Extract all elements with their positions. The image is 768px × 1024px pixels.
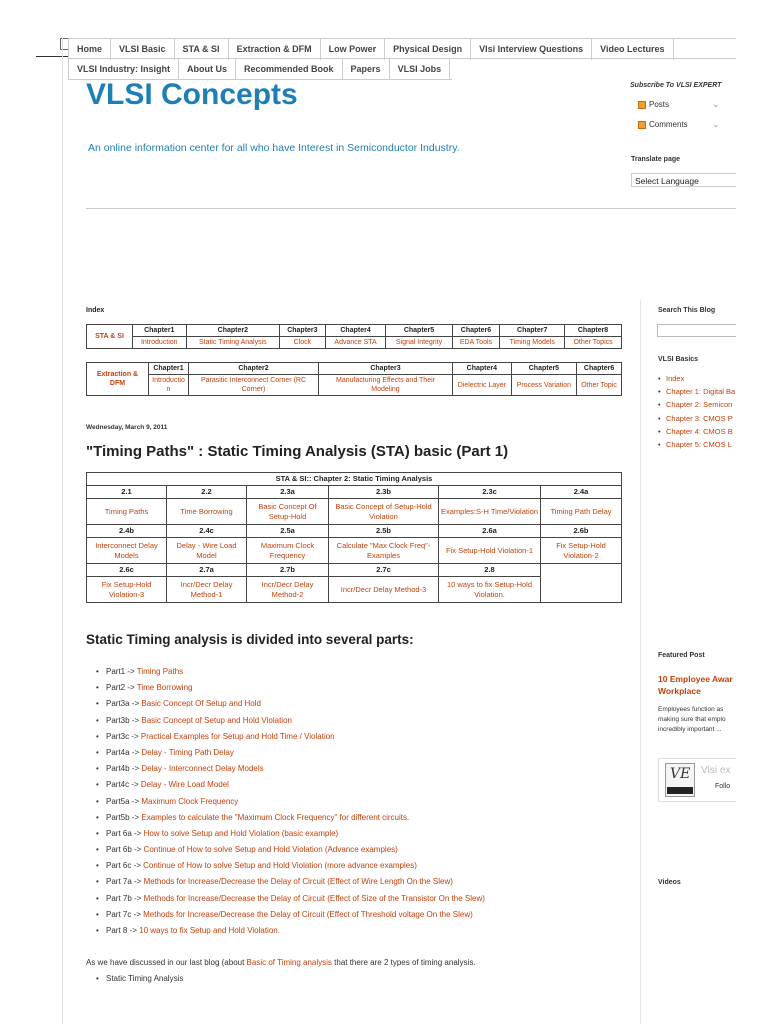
- basic-timing-analysis-link[interactable]: Basic of Timing analysis: [246, 958, 332, 967]
- sta-section-number: 2.8: [439, 564, 541, 577]
- rss-feed-icon: [638, 101, 646, 109]
- para-text-after: that there are 2 types of timing analysis.: [331, 958, 476, 967]
- list-item: [96, 777, 636, 793]
- part-prefix: Part 8 ->: [106, 926, 140, 935]
- nav-tab-extraction-dfm[interactable]: Extraction & DFM: [229, 39, 321, 60]
- sta-section-number: 2.4a: [541, 486, 622, 499]
- part-link[interactable]: Timing Paths: [136, 667, 184, 676]
- nav-tab-low-power[interactable]: Low Power: [321, 39, 386, 60]
- nav-tab-home[interactable]: Home: [69, 39, 111, 60]
- sta-section-link[interactable]: Examples:S-H Time/Violation: [439, 499, 541, 525]
- parts-list: [96, 664, 636, 939]
- featured-post-excerpt: [658, 705, 736, 735]
- part-prefix: Part 6b ->: [106, 845, 144, 855]
- sidebar-item[interactable]: • Chapter 2: Semicon: [658, 398, 736, 411]
- index-dfm-topic[interactable]: Dielectric Layer: [453, 375, 512, 396]
- sta-section-number: 2.3a: [247, 486, 329, 499]
- index-sta-topic[interactable]: EDA Tools: [452, 337, 500, 349]
- list-item: [96, 745, 636, 761]
- post-title[interactable]: "Timing Paths" : Static Timing Analysis (STA) basic (Part 1): [86, 443, 509, 460]
- top-navigation: [68, 38, 736, 80]
- excerpt-line: making sure that emplo: [658, 716, 726, 723]
- list-item: [96, 664, 636, 680]
- list-item: [96, 923, 636, 939]
- index-dfm-chapter: Chapter1: [149, 363, 189, 375]
- subscribe-posts[interactable]: [638, 99, 720, 109]
- subscribe-posts-label: Posts: [649, 100, 670, 109]
- nav-tab-video-lectures[interactable]: Video Lectures: [592, 39, 673, 60]
- part-prefix: Part 7a ->: [106, 877, 144, 887]
- sta-empty-cell: [541, 564, 622, 603]
- frame-left-border: [62, 36, 63, 1024]
- sta-table-header: STA & SI:: Chapter 2: Static Timing Analysis: [87, 473, 622, 486]
- featured-post-title: Featured Post: [658, 652, 705, 659]
- part-link[interactable]: Practical Examples for Setup and Hold Time / Violation: [140, 731, 335, 741]
- nav-tab-interview-questions[interactable]: Vlsi Interview Questions: [471, 39, 592, 60]
- index-table-sta: [86, 324, 622, 349]
- list-item: [96, 907, 636, 923]
- index-label: Index: [86, 307, 105, 314]
- sta-section-number: 2.7a: [167, 564, 247, 577]
- sta-section-link[interactable]: Timing Path Delay: [541, 499, 622, 525]
- search-input[interactable]: [657, 324, 736, 337]
- nav-tab-physical-design[interactable]: Physical Design: [385, 39, 471, 60]
- logo-mark: VE: [670, 766, 691, 782]
- part-link[interactable]: Maximum Clock Frequency: [141, 796, 239, 806]
- nav-tab-sta-si[interactable]: STA & SI: [175, 39, 229, 60]
- index-sta-topic[interactable]: Other Topics: [565, 337, 622, 349]
- sidebar-item[interactable]: • Chapter 3: CMOS P: [658, 412, 736, 425]
- index-dfm-chapter: Chapter6: [577, 363, 622, 375]
- index-sta-chapter: Chapter6: [452, 325, 500, 337]
- sta-section-number: 2.1: [87, 486, 167, 499]
- sta-section-number: 2.2: [167, 486, 247, 499]
- site-tagline: An online information center for all who have Interest in Semiconductor Industry.: [88, 142, 460, 154]
- subscribe-title: Subscribe To VLSI EXPERT: [630, 82, 722, 89]
- nav-row-2: [68, 59, 452, 80]
- nav-tab-recommended-book[interactable]: Recommended Book: [236, 59, 343, 80]
- index-sta-chapter: Chapter4: [325, 325, 386, 337]
- part-prefix: Part4b ->: [106, 764, 142, 774]
- index-dfm-topic[interactable]: Process Variation: [511, 375, 576, 396]
- part-link[interactable]: Methods for Increase/Decrease the Delay of Circuit (Effect of Threshold voltage On the Slew): [143, 909, 473, 919]
- rss-feed-icon: [638, 121, 646, 129]
- videos-title: Videos: [658, 879, 681, 886]
- sta-section-link[interactable]: Basic Concept Of Setup-Hold: [247, 499, 329, 525]
- sidebar-item[interactable]: • Chapter 1: Digital Ba: [658, 385, 736, 398]
- part-prefix: Part5a ->: [106, 796, 142, 806]
- index-sta-topic[interactable]: Timing Models: [500, 337, 565, 349]
- search-blog-title: Search This Blog: [658, 307, 716, 314]
- list-item: [96, 713, 636, 729]
- list-item: [96, 696, 636, 712]
- part-prefix: Part 7c ->: [106, 909, 144, 919]
- sta-section-link[interactable]: Fix Setup-Hold Violation-2: [541, 538, 622, 564]
- sta-section-number: 2.3b: [329, 486, 439, 499]
- part-link[interactable]: Delay - Timing Path Delay: [141, 747, 234, 757]
- index-sta-chapter: Chapter8: [565, 325, 622, 337]
- sidebar-item[interactable]: • Chapter 4: CMOS B: [658, 425, 736, 438]
- sta-section-link[interactable]: Calculate "Max Clock Freq"- Examples: [329, 538, 439, 564]
- sta-section-number: 2.6b: [541, 525, 622, 538]
- list-item: [96, 680, 636, 696]
- index-dfm-chapter: Chapter3: [319, 363, 453, 375]
- part-link[interactable]: Examples to calculate the "Maximum Clock Frequency" for different circuits.: [141, 812, 410, 822]
- index-sta-name[interactable]: STA & SI: [87, 325, 133, 349]
- part-link[interactable]: Basic Concept Of Setup and Hold: [141, 699, 261, 709]
- list-item: [96, 761, 636, 777]
- sta-section-number: 2.5b: [329, 525, 439, 538]
- sta-section-link[interactable]: Maximum Clock Frequency: [247, 538, 329, 564]
- nav-tab-vlsi-basic[interactable]: VLSI Basic: [111, 39, 175, 60]
- part-prefix: Part3a ->: [106, 699, 142, 709]
- vlsi-expert-logo[interactable]: [665, 763, 695, 797]
- part-link[interactable]: Methods for Increase/Decrease the Delay of Circuit (Effect of Size of the Transistor On the Slew): [143, 893, 485, 903]
- index-dfm-name[interactable]: Extraction & DFM: [87, 363, 149, 396]
- list-item: [96, 826, 636, 842]
- sta-section-number: 2.5a: [247, 525, 329, 538]
- vlsi-basics-title: VLSI Basics: [658, 356, 699, 363]
- chevron-down-icon[interactable]: ⌄: [712, 119, 720, 129]
- part-link[interactable]: How to solve Setup and Hold Violation (basic example): [143, 828, 339, 838]
- part-prefix: Part 7b ->: [106, 893, 144, 903]
- sta-section-number: 2.3c: [439, 486, 541, 499]
- list-item: [96, 891, 636, 907]
- index-dfm-chapter: Chapter4: [453, 363, 512, 375]
- featured-title-line: 10 Employee Awar: [658, 674, 733, 684]
- part-prefix: Part1 ->: [106, 667, 137, 676]
- vlsi-basics-list: [658, 372, 736, 451]
- index-sta-topic[interactable]: Introduction: [133, 337, 187, 349]
- sta-section-link[interactable]: Fix Setup-Hold Violation-3: [87, 577, 167, 603]
- sta-section-number: 2.7b: [247, 564, 329, 577]
- part-link[interactable]: Basic Concept of Setup and Hold Violation: [141, 715, 292, 725]
- nav-tab-papers[interactable]: Papers: [343, 59, 390, 80]
- sta-section-number: 2.4c: [167, 525, 247, 538]
- sidebar-item[interactable]: • Index: [658, 372, 736, 385]
- list-item: [96, 858, 636, 874]
- sta-section-number: 2.4b: [87, 525, 167, 538]
- list-item: [96, 794, 636, 810]
- subscribe-comments[interactable]: [638, 119, 720, 129]
- subscribe-comments-label: Comments: [649, 120, 688, 129]
- sidebar-divider: [640, 300, 641, 1024]
- list-item: [96, 842, 636, 858]
- part-prefix: Part 6a ->: [106, 828, 144, 838]
- index-dfm-chapter: Chapter5: [511, 363, 576, 375]
- index-sta-topic[interactable]: Static Timing Analysis: [186, 337, 280, 349]
- part-link[interactable]: Delay - Interconnect Delay Models: [141, 764, 264, 774]
- part-link[interactable]: Time Borrowing: [136, 683, 193, 693]
- para-text-before: As we have discussed in our last blog (about: [86, 958, 247, 967]
- featured-title-line: Workplace: [658, 686, 701, 696]
- index-sta-chapter: Chapter1: [133, 325, 187, 337]
- translate-title: Translate page: [631, 156, 681, 163]
- sta-section-number: 2.6c: [87, 564, 167, 577]
- index-dfm-topic[interactable]: Parasitic Interconnect Corner (RC Corner): [189, 375, 319, 396]
- logo-bar: [667, 787, 693, 794]
- index-dfm-topic[interactable]: Introductio n: [149, 375, 189, 396]
- chevron-down-icon[interactable]: ⌄: [712, 99, 720, 109]
- index-sta-topic[interactable]: Clock: [280, 337, 326, 349]
- index-sta-chapter: Chapter5: [386, 325, 452, 337]
- index-sta-topic[interactable]: Signal Integrity: [386, 337, 452, 349]
- index-dfm-topic[interactable]: Other Topic: [577, 375, 622, 396]
- sta-chapter-table: [86, 472, 622, 603]
- sta-section-link[interactable]: 10 ways to fix Setup-Hold Violation.: [439, 577, 541, 603]
- part-link[interactable]: Continue of How to solve Setup and Hold Violation (Advance examples): [143, 845, 398, 855]
- excerpt-line: Employees function as: [658, 706, 724, 713]
- language-select[interactable]: Select Language: [631, 173, 736, 187]
- part-prefix: Part 6c ->: [106, 861, 144, 871]
- sta-section-number: 2.6a: [439, 525, 541, 538]
- section-heading: Static Timing analysis is divided into several parts:: [86, 632, 414, 647]
- follow-widget: [658, 758, 736, 802]
- part-prefix: Part3c ->: [106, 731, 141, 741]
- follow-button[interactable]: Follo: [715, 783, 731, 790]
- part-prefix: Part4c ->: [106, 780, 141, 790]
- sta-section-link[interactable]: Incr/Decr Delay Method-3: [329, 577, 439, 603]
- top-rule: [36, 56, 68, 57]
- sta-section-link[interactable]: Delay - Wire Load Model: [167, 538, 247, 564]
- sta-section-link[interactable]: Incr/Decr Delay Method-2: [247, 577, 329, 603]
- post-date: Wednesday, March 9, 2011: [86, 424, 168, 431]
- sta-section-number: 2.7c: [329, 564, 439, 577]
- excerpt-line: incredibly important ...: [658, 726, 722, 733]
- featured-post-link[interactable]: [658, 673, 736, 697]
- part-prefix: Part2 ->: [106, 683, 137, 693]
- part-link[interactable]: Delay - Wire Load Model: [140, 780, 229, 790]
- index-sta-chapter: Chapter3: [280, 325, 326, 337]
- nav-row-1: [68, 38, 736, 59]
- part-link[interactable]: 10 ways to fix Setup and Hold Violation.: [139, 926, 280, 935]
- list-item: [96, 729, 636, 745]
- sta-section-link[interactable]: Basic Concept of Setup-Hold Violation: [329, 499, 439, 525]
- index-dfm-topic[interactable]: Manufacturing Effects and Their Modeling: [319, 375, 453, 396]
- index-dfm-chapter: Chapter2: [189, 363, 319, 375]
- sidebar-item[interactable]: • Chapter 5: CMOS L: [658, 438, 736, 451]
- list-item: [96, 810, 636, 826]
- index-sta-topic[interactable]: Advance STA: [325, 337, 386, 349]
- nav-tab-vlsi-jobs[interactable]: VLSI Jobs: [390, 59, 451, 80]
- timing-types-item: • Static Timing Analysis: [96, 974, 183, 983]
- sta-section-link[interactable]: Timing Paths: [87, 499, 167, 525]
- header-divider: [86, 208, 736, 209]
- index-table-dfm: [86, 362, 622, 396]
- sta-section-link[interactable]: Time Borrowing: [167, 499, 247, 525]
- intro-paragraph: [86, 958, 476, 967]
- follow-channel-name: Vlsi ex: [701, 765, 731, 776]
- list-item: [96, 874, 636, 890]
- nav-tab-about-us[interactable]: About Us: [179, 59, 236, 80]
- nav-tab-industry-insight[interactable]: VLSI Industry: Insight: [69, 59, 179, 80]
- sta-section-link[interactable]: Fix Setup-Hold Violation-1: [439, 538, 541, 564]
- part-link[interactable]: Continue of How to solve Setup and Hold Violation (more advance examples): [143, 861, 417, 871]
- index-sta-chapter: Chapter7: [500, 325, 565, 337]
- sta-section-link[interactable]: Incr/Decr Delay Method-1: [167, 577, 247, 603]
- sta-section-link[interactable]: Interconnect Delay Models: [87, 538, 167, 564]
- part-prefix: Part4a ->: [106, 747, 142, 757]
- site-title[interactable]: VLSI Concepts: [86, 78, 298, 111]
- part-prefix: Part3b ->: [106, 715, 142, 725]
- index-sta-chapter: Chapter2: [186, 325, 280, 337]
- part-prefix: Part5b ->: [106, 812, 142, 822]
- part-link[interactable]: Methods for Increase/Decrease the Delay of Circuit (Effect of Wire Length On the Slew): [143, 877, 453, 887]
